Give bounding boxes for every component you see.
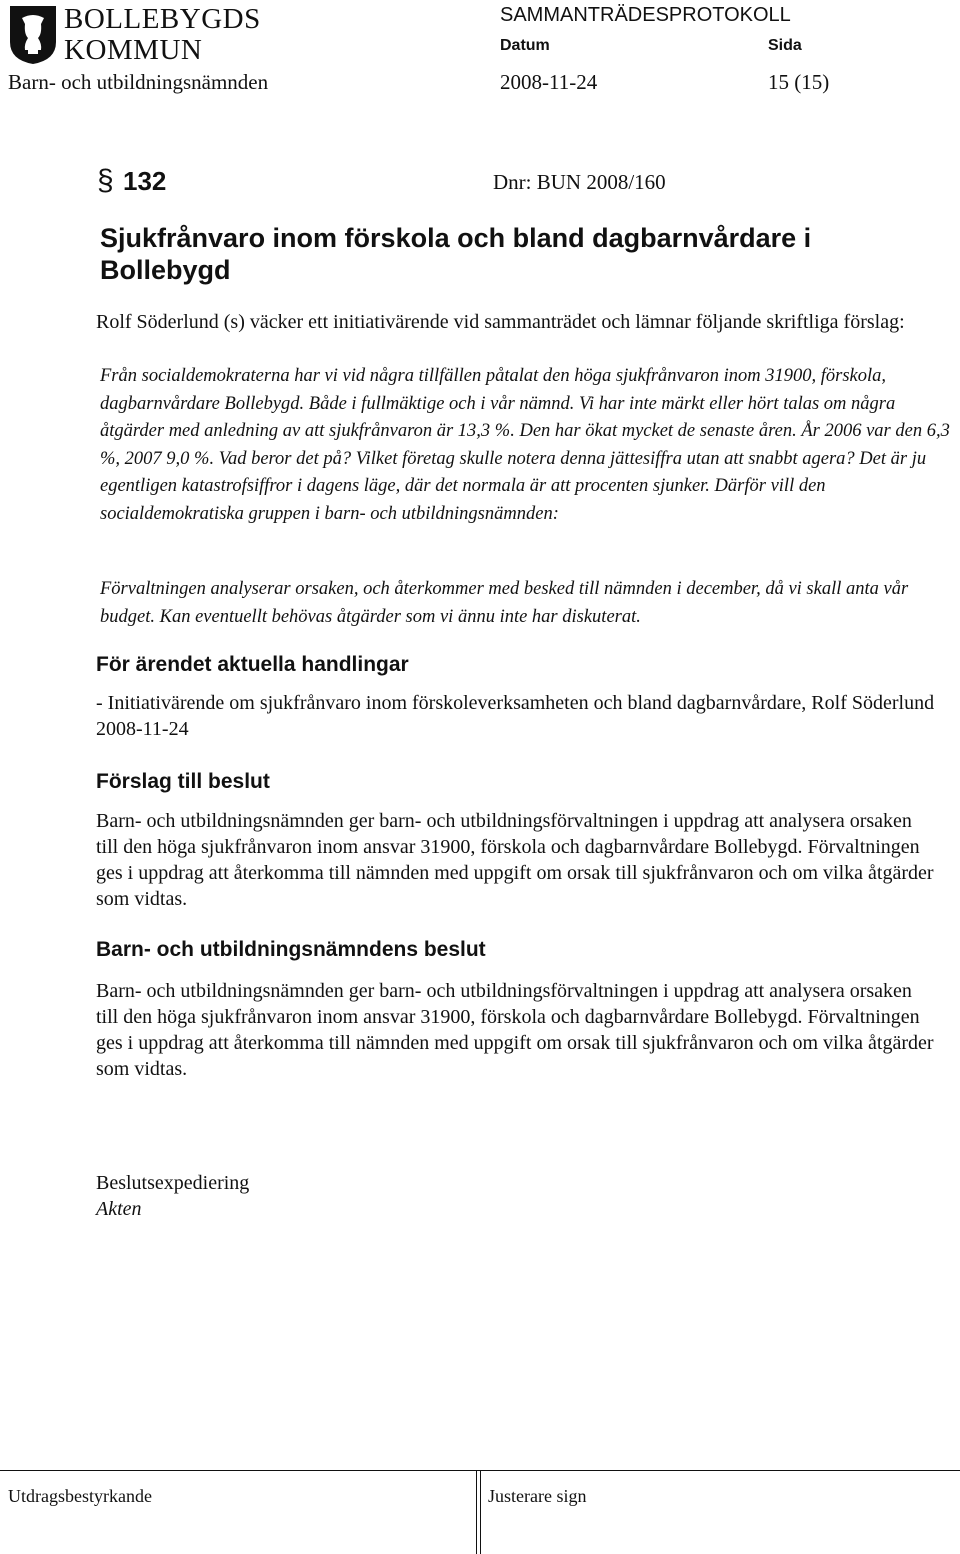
- extract-certification-label: Utdragsbestyrkande: [8, 1486, 152, 1506]
- logo-wordmark: [64, 4, 261, 66]
- decision-heading: Barn- och utbildningsnämndens beslut: [96, 938, 486, 961]
- proposal-heading: Förslag till beslut: [96, 770, 270, 793]
- page-label: Sida: [768, 37, 802, 54]
- documents-text: - Initiativärende om sjukfrånvaro inom förskoleverksamheten och bland dagbarnvårdare, Rolf Söderlund 2008-11-24: [96, 692, 935, 740]
- logo-line-2: KOMMUN: [64, 34, 203, 66]
- decision-text: Barn- och utbildningsnämnden ger barn- och utbildningsförvaltningen i uppdrag att analysera orsaken till den höga sjukfrånvaron inom ansvar 31900, förskola och dagbarnvårdare Bollebygd. Förvaltningen ges i uppdrag att återkomma till nämnden med uppgift om orsak till sjukfrånvaron och om vilka åtgärder som vidtas.: [96, 980, 934, 1080]
- footer-divider-1: [476, 1470, 477, 1554]
- footer-divider-2: [480, 1470, 481, 1554]
- committee-name: Barn- och utbildningsnämnden: [8, 70, 269, 94]
- dispatch-recipient: Akten: [96, 1198, 142, 1220]
- item-title: Sjukfrånvaro inom förskola och bland dagbarnvårdare i Bollebygd: [100, 223, 812, 285]
- intro-paragraph: Rolf Söderlund (s) väcker ett initiativärende vid sammanträdet och lämnar följande skriftliga förslag:: [96, 311, 905, 333]
- adjuster-signature-label: Justerare sign: [488, 1486, 587, 1506]
- meeting-date: 2008-11-24: [500, 70, 598, 94]
- logo-line-1: BOLLEBYGDS: [64, 3, 261, 35]
- page-number: 15 (15): [768, 70, 830, 94]
- case-number: Dnr: BUN 2008/160: [493, 170, 666, 194]
- signature-footer: [0, 1470, 960, 1554]
- dispatch-heading: Beslutsexpediering: [96, 1172, 250, 1194]
- date-label: Datum: [500, 37, 550, 54]
- documents-heading: För ärendet aktuella handlingar: [96, 653, 409, 676]
- protocol-title: SAMMANTRÄDESPROTOKOLL: [500, 4, 791, 26]
- proposal-quote-paragraph-2: Förvaltningen analyserar orsaken, och återkommer med besked till nämnden i december, då vi skall anta vår budget. Kan eventuellt behövas åtgärder som vi ännu inte har diskuterat.: [100, 579, 909, 627]
- item-number: 132: [123, 166, 167, 196]
- proposal-text: Barn- och utbildningsnämnden ger barn- och utbildningsförvaltningen i uppdrag att analysera orsaken till den höga sjukfrånvaron inom ansvar 31900, förskola och dagbarnvårdare Bollebygd. Förvaltningen ges i uppdrag att återkomma till nämnden med uppgift om orsak till sjukfrånvaron och om vilka åtgärder som vidtas.: [96, 810, 934, 910]
- proposal-quote-paragraph-1: Från socialdemokraterna har vi vid några tillfällen påtalat den höga sjukfrånvaron inom 31900, förskola, dagbarnvårdare Bollebygd. Både i fullmäktige och i vår nämnd. Vi har inte märkt eller hört talas om några åtgärder med anledning av att sjukfrånvaron är 13,3 %. Den har ökat mycket de senaste åren. År 2006 var den 6,3 %, 2007 9,0 %. Vad beror det på? Vilket företag skulle notera denna jättesiffra utan att snabbt agera? Det är ju egentligen katastrofsiffror i dagens läge, där det normala är att procenten sjunker. Därför vill den socialdemokratiska gruppen i barn- och utbildningsnämnden:: [100, 366, 950, 524]
- section-sign: §: [97, 164, 114, 197]
